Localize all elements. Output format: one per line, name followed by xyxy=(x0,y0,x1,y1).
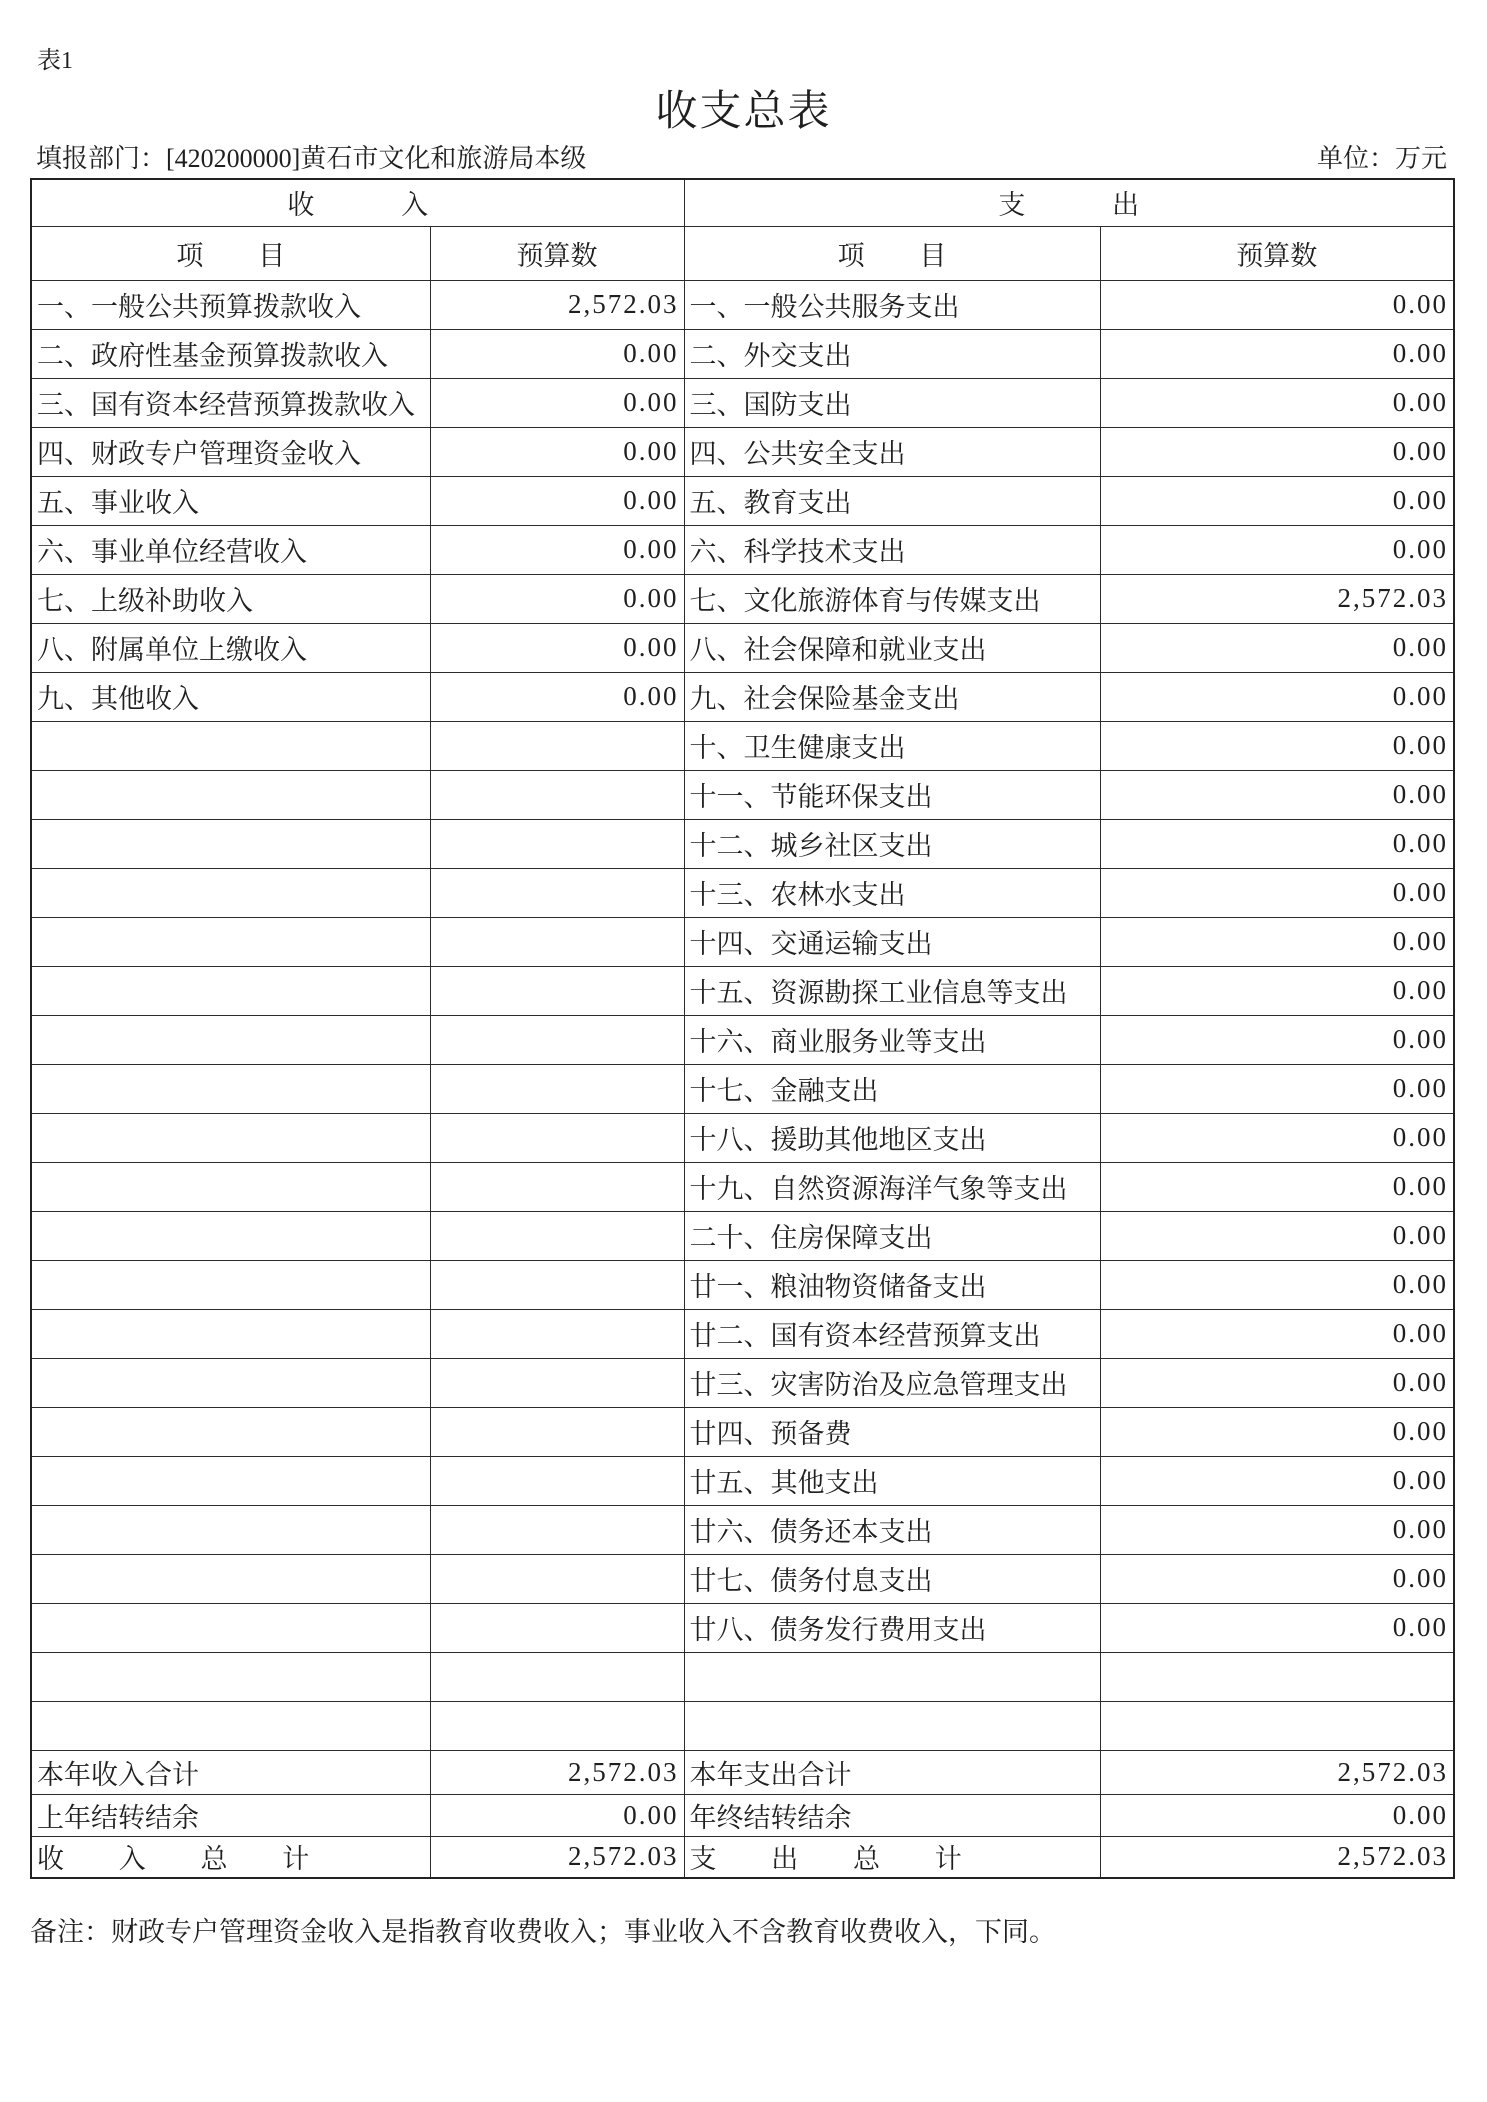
empty-cell xyxy=(430,819,684,868)
expenditure-item-amount: 0.00 xyxy=(1100,721,1454,770)
expenditure-item-amount: 0.00 xyxy=(1100,329,1454,378)
prior-carryover-amount: 0.00 xyxy=(430,1794,684,1836)
empty-cell xyxy=(31,1309,430,1358)
expenditure-item-amount: 0.00 xyxy=(1100,280,1454,329)
empty-cell xyxy=(31,770,430,819)
table-row xyxy=(31,1309,1454,1358)
table-row xyxy=(31,917,1454,966)
expenditure-item-amount: 0.00 xyxy=(1100,1456,1454,1505)
expenditure-item-amount: 2,572.03 xyxy=(1100,574,1454,623)
table-row xyxy=(31,280,1454,329)
income-item-name: 五、事业收入 xyxy=(31,476,430,525)
table-number: 表1 xyxy=(37,48,73,74)
page-title: 收支总表 xyxy=(655,89,832,135)
expenditure-item-name: 十六、商业服务业等支出 xyxy=(684,1015,1100,1064)
table-row xyxy=(31,1113,1454,1162)
expenditure-grand-total-amount: 2,572.03 xyxy=(1100,1836,1454,1878)
empty-cell xyxy=(31,966,430,1015)
income-year-total-label: 本年收入合计 xyxy=(31,1750,430,1794)
expenditure-item-amount: 0.00 xyxy=(1100,1260,1454,1309)
carryover-row xyxy=(31,1794,1454,1836)
empty-cell xyxy=(684,1652,1100,1701)
empty-cell xyxy=(430,1603,684,1652)
empty-cell xyxy=(430,1358,684,1407)
empty-cell xyxy=(31,1554,430,1603)
income-item-amount: 0.00 xyxy=(430,427,684,476)
expenditure-item-amount: 0.00 xyxy=(1100,868,1454,917)
income-item-name: 九、其他收入 xyxy=(31,672,430,721)
empty-cell xyxy=(430,1260,684,1309)
empty-cell xyxy=(31,1456,430,1505)
expenditure-item-amount: 0.00 xyxy=(1100,427,1454,476)
empty-cell xyxy=(430,1701,684,1750)
income-year-total-amount: 2,572.03 xyxy=(430,1750,684,1794)
empty-cell xyxy=(31,1064,430,1113)
income-item-amount: 2,572.03 xyxy=(430,280,684,329)
table-row xyxy=(31,1554,1454,1603)
income-item-name: 一、一般公共预算拨款收入 xyxy=(31,280,430,329)
expenditure-item-name: 十二、城乡社区支出 xyxy=(684,819,1100,868)
expenditure-item-amount: 0.00 xyxy=(1100,623,1454,672)
table-row xyxy=(31,427,1454,476)
expenditure-item-name: 十五、资源勘探工业信息等支出 xyxy=(684,966,1100,1015)
table-row xyxy=(31,1064,1454,1113)
empty-cell xyxy=(31,721,430,770)
expenditure-item-amount: 0.00 xyxy=(1100,1505,1454,1554)
income-item-name: 二、政府性基金预算拨款收入 xyxy=(31,329,430,378)
expenditure-item-name: 十九、自然资源海洋气象等支出 xyxy=(684,1162,1100,1211)
income-budget-header: 预算数 xyxy=(430,226,684,280)
empty-cell xyxy=(31,1113,430,1162)
table-row xyxy=(31,329,1454,378)
income-section-header: 收 入 xyxy=(31,179,684,226)
expenditure-item-amount: 0.00 xyxy=(1100,1358,1454,1407)
income-item-amount: 0.00 xyxy=(430,623,684,672)
income-item-amount: 0.00 xyxy=(430,329,684,378)
income-item-name: 七、上级补助收入 xyxy=(31,574,430,623)
expenditure-item-amount: 0.00 xyxy=(1100,378,1454,427)
expenditure-item-name: 十四、交通运输支出 xyxy=(684,917,1100,966)
footnote: 备注：财政专户管理资金收入是指教育收费收入；事业收入不含教育收费收入，下同。 xyxy=(30,1917,1056,1947)
expenditure-item-name: 廿六、债务还本支出 xyxy=(684,1505,1100,1554)
empty-cell xyxy=(31,1701,430,1750)
table-row xyxy=(31,819,1454,868)
expenditure-item-name: 十三、农林水支出 xyxy=(684,868,1100,917)
table-row xyxy=(31,1456,1454,1505)
empty-cell xyxy=(31,1358,430,1407)
expenditure-item-amount: 0.00 xyxy=(1100,1113,1454,1162)
expenditure-item-name: 三、国防支出 xyxy=(684,378,1100,427)
income-item-name: 三、国有资本经营预算拨款收入 xyxy=(31,378,430,427)
empty-cell xyxy=(31,819,430,868)
table-row xyxy=(31,1505,1454,1554)
expenditure-item-name: 一、一般公共服务支出 xyxy=(684,280,1100,329)
income-item-amount: 0.00 xyxy=(430,378,684,427)
table-row xyxy=(31,868,1454,917)
empty-cell xyxy=(430,1407,684,1456)
empty-cell xyxy=(430,1113,684,1162)
empty-cell xyxy=(430,868,684,917)
expenditure-item-name: 四、公共安全支出 xyxy=(684,427,1100,476)
year-end-carryover-amount: 0.00 xyxy=(1100,1794,1454,1836)
year-end-carryover-label: 年终结转结余 xyxy=(684,1794,1100,1836)
empty-cell xyxy=(430,917,684,966)
empty-cell xyxy=(31,1015,430,1064)
income-item-amount: 0.00 xyxy=(430,672,684,721)
table-row xyxy=(31,1603,1454,1652)
income-item-header: 项 目 xyxy=(31,226,430,280)
expenditure-item-amount: 0.00 xyxy=(1100,1064,1454,1113)
expenditure-item-name: 十七、金融支出 xyxy=(684,1064,1100,1113)
empty-cell xyxy=(430,1064,684,1113)
income-item-amount: 0.00 xyxy=(430,574,684,623)
expenditure-item-amount: 0.00 xyxy=(1100,525,1454,574)
empty-cell xyxy=(430,966,684,1015)
expenditure-item-name: 六、科学技术支出 xyxy=(684,525,1100,574)
expenditure-item-header: 项 目 xyxy=(684,226,1100,280)
expenditure-item-name: 廿八、债务发行费用支出 xyxy=(684,1603,1100,1652)
empty-cell xyxy=(31,1162,430,1211)
empty-cell xyxy=(31,1211,430,1260)
expenditure-grand-total-label: 支 出 总 计 xyxy=(684,1836,1100,1878)
income-item-name: 八、附属单位上缴收入 xyxy=(31,623,430,672)
expenditure-item-name: 廿一、粮油物资储备支出 xyxy=(684,1260,1100,1309)
income-item-amount: 0.00 xyxy=(430,525,684,574)
blank-row xyxy=(31,1652,1454,1701)
expenditure-item-name: 九、社会保险基金支出 xyxy=(684,672,1100,721)
empty-cell xyxy=(1100,1652,1454,1701)
expenditure-item-name: 十八、援助其他地区支出 xyxy=(684,1113,1100,1162)
table-row xyxy=(31,672,1454,721)
header-row-columns xyxy=(31,226,1454,280)
empty-cell xyxy=(430,721,684,770)
expenditure-item-name: 廿五、其他支出 xyxy=(684,1456,1100,1505)
table-row xyxy=(31,623,1454,672)
table-row xyxy=(31,378,1454,427)
table-row xyxy=(31,1015,1454,1064)
expenditure-section-header: 支 出 xyxy=(684,179,1454,226)
unit-label: 单位：万元 xyxy=(1316,144,1447,173)
empty-cell xyxy=(430,1652,684,1701)
table-row xyxy=(31,1162,1454,1211)
empty-cell xyxy=(430,1456,684,1505)
income-item-amount: 0.00 xyxy=(430,476,684,525)
table-row xyxy=(31,525,1454,574)
expenditure-item-name: 二十、住房保障支出 xyxy=(684,1211,1100,1260)
expenditure-item-amount: 0.00 xyxy=(1100,672,1454,721)
expenditure-item-amount: 0.00 xyxy=(1100,1603,1454,1652)
grand-total-row xyxy=(31,1836,1454,1878)
expenditure-item-amount: 0.00 xyxy=(1100,819,1454,868)
expenditure-item-name: 八、社会保障和就业支出 xyxy=(684,623,1100,672)
expenditure-item-name: 二、外交支出 xyxy=(684,329,1100,378)
table-row xyxy=(31,574,1454,623)
header-row-sections xyxy=(31,179,1454,226)
table-row xyxy=(31,1407,1454,1456)
empty-cell xyxy=(430,770,684,819)
expenditure-item-amount: 0.00 xyxy=(1100,1407,1454,1456)
expenditure-item-name: 十、卫生健康支出 xyxy=(684,721,1100,770)
empty-cell xyxy=(31,1260,430,1309)
table-row xyxy=(31,770,1454,819)
expenditure-item-amount: 0.00 xyxy=(1100,1554,1454,1603)
empty-cell xyxy=(1100,1701,1454,1750)
expenditure-item-amount: 0.00 xyxy=(1100,1015,1454,1064)
empty-cell xyxy=(31,1603,430,1652)
empty-cell xyxy=(31,917,430,966)
table-row xyxy=(31,1358,1454,1407)
empty-cell xyxy=(31,1505,430,1554)
empty-cell xyxy=(684,1701,1100,1750)
blank-row xyxy=(31,1701,1454,1750)
income-grand-total-amount: 2,572.03 xyxy=(430,1836,684,1878)
budget-summary-table xyxy=(30,178,1455,1879)
expenditure-item-name: 廿三、灾害防治及应急管理支出 xyxy=(684,1358,1100,1407)
empty-cell xyxy=(430,1162,684,1211)
empty-cell xyxy=(31,1652,430,1701)
empty-cell xyxy=(31,868,430,917)
table-row xyxy=(31,1260,1454,1309)
table-row xyxy=(31,1211,1454,1260)
expenditure-item-amount: 0.00 xyxy=(1100,770,1454,819)
expenditure-budget-header: 预算数 xyxy=(1100,226,1454,280)
year-total-row xyxy=(31,1750,1454,1794)
expenditure-year-total-amount: 2,572.03 xyxy=(1100,1750,1454,1794)
empty-cell xyxy=(430,1211,684,1260)
expenditure-item-name: 廿二、国有资本经营预算支出 xyxy=(684,1309,1100,1358)
table-row xyxy=(31,966,1454,1015)
expenditure-item-name: 七、文化旅游体育与传媒支出 xyxy=(684,574,1100,623)
income-item-name: 四、财政专户管理资金收入 xyxy=(31,427,430,476)
income-grand-total-label: 收 入 总 计 xyxy=(31,1836,430,1878)
income-item-name: 六、事业单位经营收入 xyxy=(31,525,430,574)
empty-cell xyxy=(430,1015,684,1064)
expenditure-item-name: 廿四、预备费 xyxy=(684,1407,1100,1456)
expenditure-item-name: 廿七、债务付息支出 xyxy=(684,1554,1100,1603)
expenditure-item-amount: 0.00 xyxy=(1100,1211,1454,1260)
prior-carryover-label: 上年结转结余 xyxy=(31,1794,430,1836)
expenditure-item-amount: 0.00 xyxy=(1100,917,1454,966)
table-row xyxy=(31,476,1454,525)
empty-cell xyxy=(430,1505,684,1554)
empty-cell xyxy=(430,1554,684,1603)
expenditure-item-name: 五、教育支出 xyxy=(684,476,1100,525)
expenditure-year-total-label: 本年支出合计 xyxy=(684,1750,1100,1794)
table-row xyxy=(31,721,1454,770)
expenditure-item-amount: 0.00 xyxy=(1100,476,1454,525)
expenditure-item-amount: 0.00 xyxy=(1100,1162,1454,1211)
empty-cell xyxy=(31,1407,430,1456)
expenditure-item-name: 十一、节能环保支出 xyxy=(684,770,1100,819)
expenditure-item-amount: 0.00 xyxy=(1100,1309,1454,1358)
reporting-department: 填报部门：[420200000]黄石市文化和旅游局本级 xyxy=(36,144,587,173)
expenditure-item-amount: 0.00 xyxy=(1100,966,1454,1015)
empty-cell xyxy=(430,1309,684,1358)
